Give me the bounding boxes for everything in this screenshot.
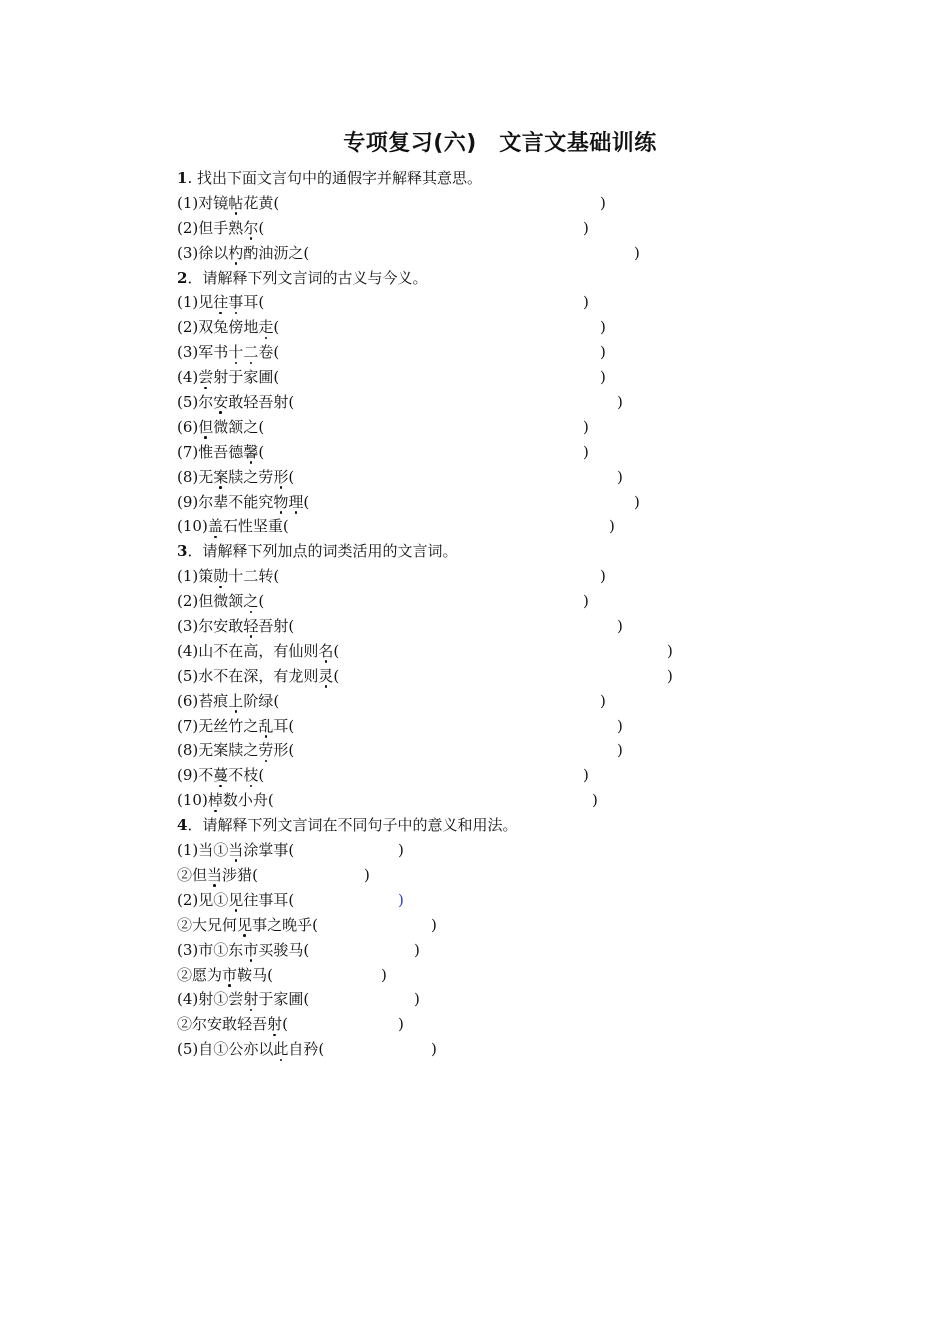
question-item (177, 415, 877, 440)
question-item (177, 216, 877, 241)
emphasis-dot-char: 但 (198, 417, 214, 436)
section-number: 3 (177, 542, 188, 561)
question-item (177, 440, 877, 465)
question-text: (4)尝射于家圃( (177, 368, 280, 387)
emphasis-dot-char: 理 (288, 492, 304, 511)
question-text: (3)军书十二卷( (177, 343, 280, 362)
question-text: (6)苔痕上阶绿( (177, 691, 280, 710)
answer-blank-close[interactable]: ) (634, 492, 640, 511)
answer-blank-close[interactable]: ) (617, 393, 623, 412)
emphasis-dot-char: 射 (243, 990, 259, 1009)
question-item (177, 863, 877, 888)
question-text: (3)尔安敢轻吾射( (177, 617, 295, 636)
section-separator: ． (187, 542, 203, 561)
section-heading-text: 找出下面文言句中的通假字并解释其意思。 (196, 169, 482, 187)
emphasis-dot-char: 枝 (243, 766, 259, 785)
answer-blank-close[interactable]: ) (634, 243, 640, 262)
answer-blank-close[interactable]: ) (617, 617, 623, 636)
emphasis-dot-char: 馨 (243, 442, 259, 461)
answer-blank-close[interactable]: ) (431, 915, 437, 934)
question-item (177, 514, 877, 539)
question-text: (3)市①东市买骏马( (177, 940, 310, 959)
emphasis-dot-char: 见 (228, 890, 244, 909)
question-item (177, 888, 877, 913)
question-text: (1)策勋十二转( (177, 567, 280, 586)
emphasis-dot-char: 轻 (243, 617, 259, 636)
answer-blank-close[interactable]: ) (617, 467, 623, 486)
question-item (177, 664, 877, 689)
question-item (177, 938, 877, 963)
answer-blank-close[interactable]: ) (583, 442, 589, 461)
emphasis-dot-char: 当 (228, 841, 244, 860)
question-item (177, 465, 877, 490)
answer-blank-close[interactable]: ) (364, 865, 370, 884)
question-text: ②尔安敢轻吾射( (177, 1015, 288, 1034)
question-item (177, 963, 877, 988)
section-separator: ． (187, 268, 203, 287)
answer-blank-close[interactable]: ) (583, 218, 589, 237)
answer-blank-close[interactable]: ) (398, 841, 404, 860)
emphasis-dot-char: 上 (228, 691, 244, 710)
emphasis-dot-char: 二 (243, 343, 259, 362)
question-text: (2)见①见往事耳( (177, 890, 295, 909)
answer-blank-close[interactable]: ) (583, 766, 589, 785)
emphasis-dot-char: 射 (267, 1015, 283, 1034)
section-heading (177, 539, 877, 564)
question-text: (2)但微颔之( (177, 592, 265, 611)
emphasis-dot-char: 往 (213, 293, 229, 312)
emphasis-dot-char: 灵 (318, 666, 334, 685)
emphasis-dot-char: 棹 (207, 791, 223, 810)
question-text: ②愿为市鞍马( (177, 965, 273, 984)
question-item (177, 738, 877, 763)
question-item (177, 564, 877, 589)
answer-blank-close[interactable]: ) (600, 567, 606, 586)
emphasis-dot-char: 案 (213, 467, 229, 486)
section-heading (177, 266, 877, 291)
page-title: 专项复习(六) 文言文基础训练 (343, 131, 657, 156)
question-item (177, 639, 877, 664)
question-text: (9)尔辈不能究物理( (177, 492, 310, 511)
question-text: ②但当涉猎( (177, 865, 258, 884)
answer-blank-close[interactable]: ) (414, 990, 420, 1009)
question-item (177, 241, 877, 266)
section-heading-text: 请解释下列加点的词类活用的文言词。 (202, 542, 458, 561)
question-text: (5)自①公亦以此自矜( (177, 1040, 325, 1059)
answer-blank-close[interactable]: ) (600, 318, 606, 337)
answer-blank-close[interactable]: ) (583, 417, 589, 436)
section-heading (177, 813, 877, 838)
question-text: (8)无案牍之劳形( (177, 741, 295, 760)
section-number: 4 (177, 816, 188, 835)
section-separator: ． (187, 816, 203, 835)
question-text: (10)棹数小舟( (177, 791, 274, 810)
answer-blank-close[interactable]: ) (414, 940, 420, 959)
answer-blank-close[interactable]: ) (667, 666, 673, 685)
question-text: (8)无案牍之劳形( (177, 467, 295, 486)
emphasis-dot-char: 十 (228, 343, 244, 362)
section-number: 2 (177, 268, 188, 287)
question-item (177, 315, 877, 340)
question-item (177, 191, 877, 216)
question-item (177, 365, 877, 390)
question-text: (1)见往事耳( (177, 293, 265, 312)
answer-blank-close[interactable]: ) (667, 641, 673, 660)
answer-blank-close[interactable]: ) (617, 741, 623, 760)
section-number: 1 (177, 169, 188, 187)
emphasis-dot-char: 劳 (258, 741, 274, 760)
question-item (177, 714, 877, 739)
emphasis-dot-char: 安 (213, 393, 229, 412)
emphasis-dot-char: 市 (243, 940, 259, 959)
emphasis-dot-char: 事 (228, 293, 244, 312)
question-text: (10)盖石性坚重( (177, 517, 289, 536)
answer-blank-close[interactable]: ) (600, 343, 606, 362)
question-text: (7)无丝竹之乱耳( (177, 716, 295, 735)
section-heading-text: 请解释下列文言词在不同句子中的意义和用法。 (202, 816, 518, 835)
emphasis-dot-char: 形 (273, 467, 289, 486)
emphasis-dot-char: 见 (237, 915, 253, 934)
question-text: (1)对镜帖花黄( (177, 193, 280, 212)
answer-blank-close[interactable]: ) (583, 293, 589, 312)
question-text: (6)但微颔之( (177, 417, 265, 436)
answer-blank-close[interactable]: ) (600, 691, 606, 710)
emphasis-dot-char: 勋 (213, 567, 229, 586)
question-text: (2)但手熟尔( (177, 218, 265, 237)
emphasis-dot-char: 走 (258, 318, 274, 337)
emphasis-dot-char: 盖 (207, 517, 223, 536)
question-text: ②大兄何见事之晚乎( (177, 915, 318, 934)
answer-blank-close[interactable]: ) (600, 193, 606, 212)
emphasis-dot-char: 名 (318, 641, 334, 660)
emphasis-dot-char: 市 (222, 965, 238, 984)
answer-blank-close[interactable]: ) (398, 890, 404, 909)
emphasis-dot-char: 当 (207, 865, 223, 884)
exercise-content (177, 166, 877, 1062)
question-item (177, 589, 877, 614)
question-item (177, 340, 877, 365)
question-item (177, 390, 877, 415)
question-item (177, 788, 877, 813)
answer-blank-close[interactable]: ) (583, 592, 589, 611)
question-item (177, 290, 877, 315)
question-item (177, 913, 877, 938)
question-item (177, 1037, 877, 1062)
question-item (177, 490, 877, 515)
question-text: (7)惟吾德馨( (177, 442, 265, 461)
section-heading-text: 请解释下列文言词的古义与今义。 (202, 268, 428, 287)
question-text: (4)山不在高，有仙则名( (177, 641, 340, 660)
question-text: (1)当①当涂掌事( (177, 841, 295, 860)
emphasis-dot-char: 之 (243, 592, 259, 611)
emphasis-dot-char: 此 (273, 1040, 289, 1059)
question-text: (5)尔安敢轻吾射( (177, 393, 295, 412)
question-item (177, 838, 877, 863)
answer-blank-close[interactable]: ) (609, 517, 615, 536)
question-text: (2)双兔傍地走( (177, 318, 280, 337)
question-text: (4)射①尝射于家圃( (177, 990, 310, 1009)
question-text: (3)徐以杓酌油沥之( (177, 243, 310, 262)
question-text: (5)水不在深，有龙则灵( (177, 666, 340, 685)
question-text: (9)不蔓不枝( (177, 766, 265, 785)
question-item (177, 689, 877, 714)
answer-blank-close[interactable]: ) (592, 791, 598, 810)
question-item (177, 1012, 877, 1037)
answer-blank-close[interactable]: ) (431, 1040, 437, 1059)
question-item (177, 763, 877, 788)
emphasis-dot-char: 尔 (243, 218, 259, 237)
question-item (177, 614, 877, 639)
section-heading (177, 166, 877, 191)
question-item (177, 987, 877, 1012)
emphasis-dot-char: 帖 (228, 193, 244, 212)
emphasis-dot-char: 蔓 (213, 766, 229, 785)
answer-blank-close[interactable]: ) (381, 965, 387, 984)
answer-blank-close[interactable]: ) (600, 368, 606, 387)
emphasis-dot-char: 乱 (258, 716, 274, 735)
answer-blank-close[interactable]: ) (398, 1015, 404, 1034)
emphasis-dot-char: 杓 (228, 243, 244, 262)
section-separator: . (187, 169, 197, 187)
emphasis-dot-char: 物 (273, 492, 289, 511)
answer-blank-close[interactable]: ) (617, 716, 623, 735)
emphasis-dot-char: 尝 (198, 368, 214, 387)
